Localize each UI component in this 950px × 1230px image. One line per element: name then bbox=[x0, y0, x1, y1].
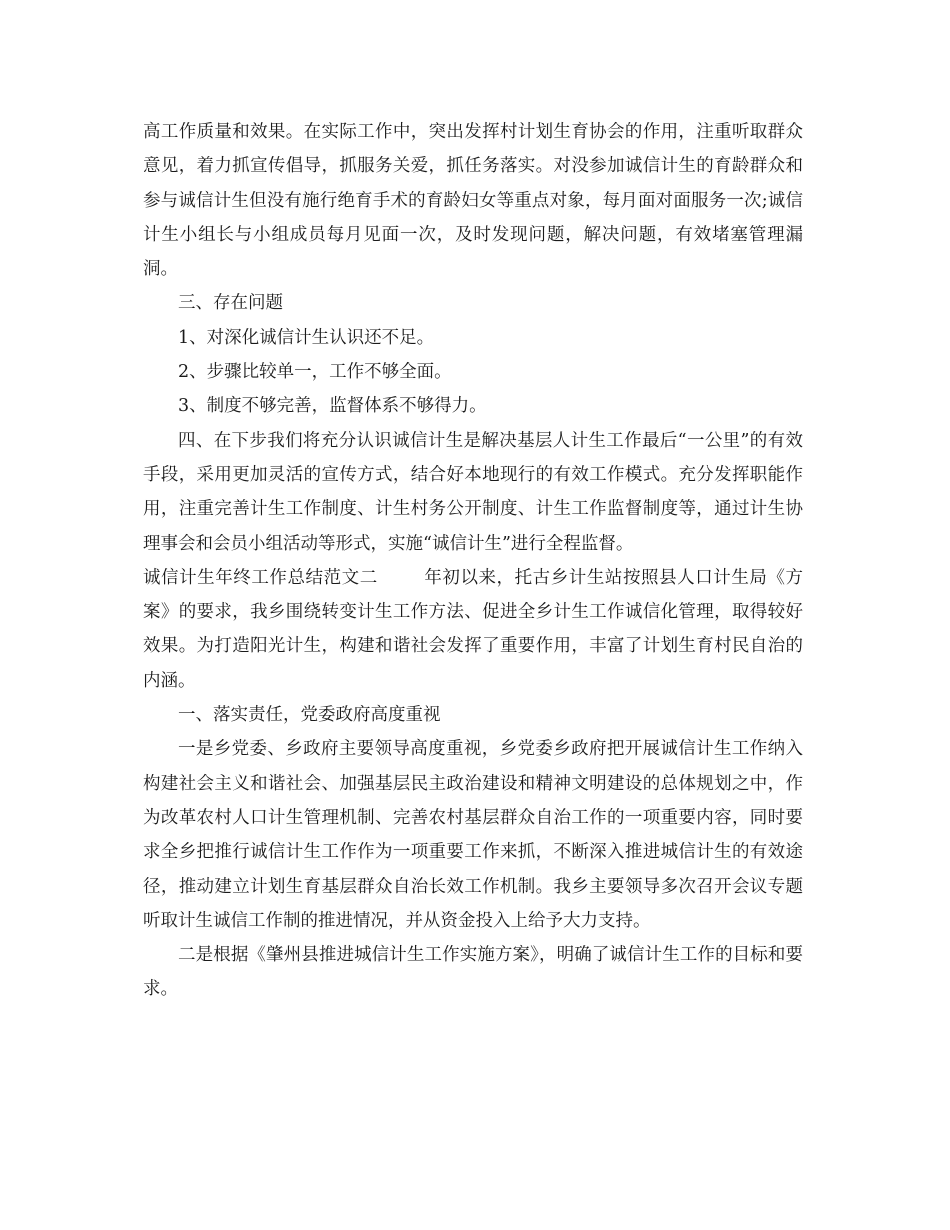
paragraph-leadership: 一是乡党委、乡政府主要领导高度重视，乡党委乡政府把开展诚信计生工作纳入构建社会主义和谐社会、加强基层民主政治建设和精神文明建设的总体规划之中，作为改革农村人口计生管理机制、完善农村基层群众自治工作的一项重要内容，同时要求全乡把推行诚信计生工作作为一项重要工作来抓，不断深入推进城信计生的有效途径，推动建立计划生育基层群众自治长效工作机制。我乡主要领导多次召开会议专题听取计生诚信工作制的推进情况，并从资金投入上给予大力支持。 bbox=[143, 739, 803, 931]
sample-two-body: 年初以来，托古乡计生站按照县人口计生局《方案》的要求，我乡围绕转变计生工作方法、促进全乡计生工作诚信化管理，取得较好效果。为打造阳光计生，构建和谐社会发挥了重要作用，丰富了计划生育村民自治的内涵。 bbox=[143, 567, 803, 691]
problem-item-2: 2、步骤比较单一，工作不够全面。 bbox=[178, 362, 452, 383]
problem-item-1: 1、对深化诚信计生认识还不足。 bbox=[178, 327, 435, 348]
section-heading-problems: 三、存在问题 bbox=[178, 293, 283, 314]
paragraph-plan: 二是根据《肇州县推进城信计生工作实施方案》，明确了诚信计生工作的目标和要求。 bbox=[143, 945, 803, 1000]
paragraph-sample-two bbox=[143, 561, 803, 698]
sample-two-title: 诚信计生年终工作总结范文二 bbox=[143, 567, 378, 588]
document-body bbox=[143, 115, 803, 1007]
problem-item-3: 3、制度不够完善，监督体系不够得力。 bbox=[178, 396, 487, 417]
paragraph-next-steps: 四、在下步我们将充分认识诚信计生是解决基层人计生工作最后“一公里”的有效手段，采用更加灵活的宣传方式，结合好本地现行的有效工作模式。充分发挥职能作用，注重完善计生工作制度、计生村务公开制度、计生工作监督制度等，通过计生协理事会和会员小组活动等形式，实施“诚信计生”进行全程监督。 bbox=[143, 430, 803, 554]
paragraph-continuation: 高工作质量和效果。在实际工作中，突出发挥村计划生育协会的作用，注重听取群众意见，着力抓宣传倡导，抓服务关爱，抓任务落实。对没参加诚信计生的育龄群众和参与诚信计生但没有施行绝育手术的育龄妇女等重点对象，每月面对面服务一次;诚信计生小组长与小组成员每月见面一次，及时发现问题，解决问题，有效堵塞管理漏洞。 bbox=[143, 122, 803, 280]
section-heading-responsibility: 一、落实责任，党委政府高度重视 bbox=[178, 705, 441, 726]
